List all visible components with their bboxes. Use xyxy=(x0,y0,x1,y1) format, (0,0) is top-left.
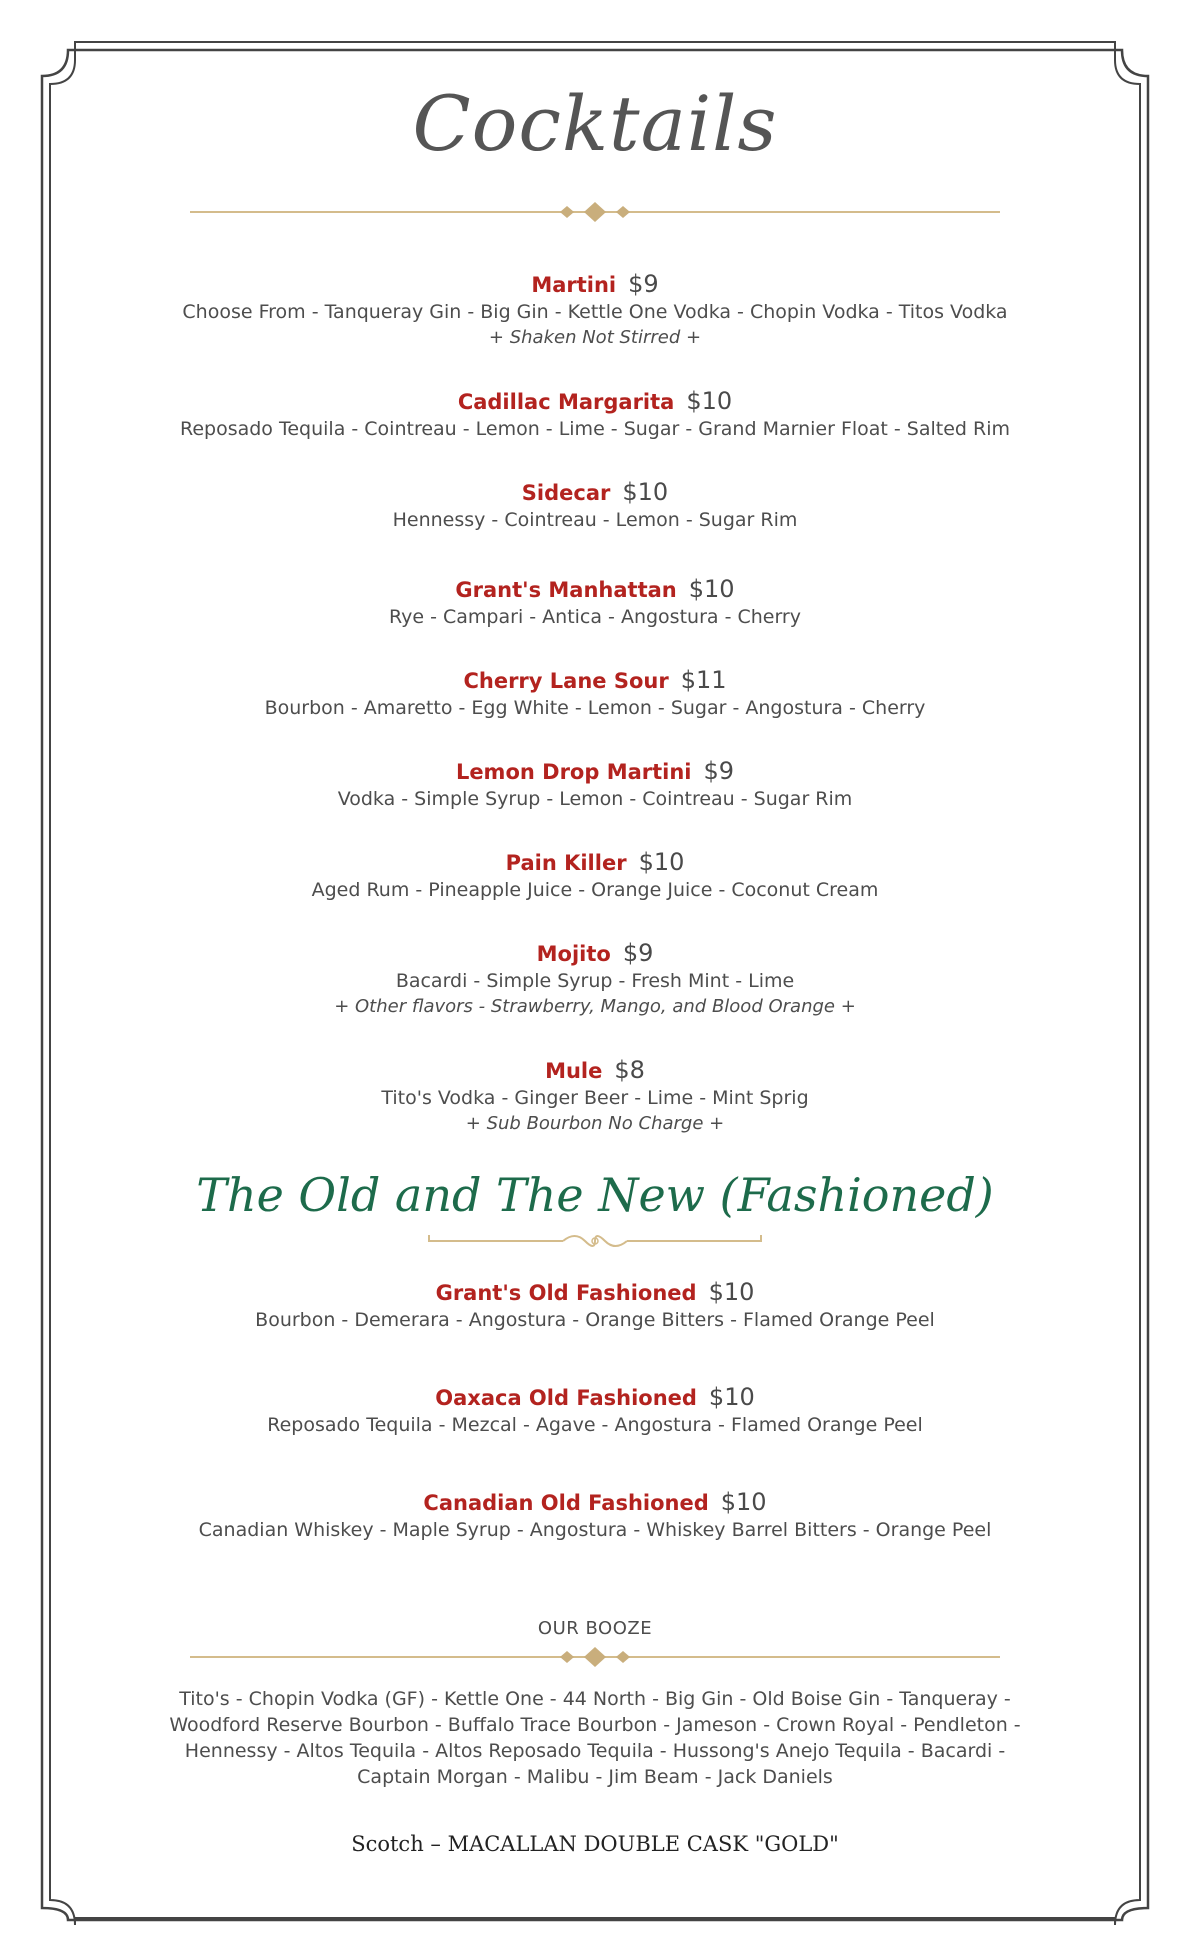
booze-divider xyxy=(0,1645,1190,1669)
item-description: Bacardi - Simple Syrup - Fresh Mint - Lime xyxy=(395,970,795,992)
item-price: $10 xyxy=(622,478,669,506)
item-description: Bourbon - Demerara - Angostura - Orange Bitters - Flamed Orange Peel xyxy=(255,1309,935,1331)
title-divider xyxy=(0,200,1190,224)
item-price: $8 xyxy=(614,1056,645,1084)
item-name: Lemon Drop Martini xyxy=(455,760,692,784)
item-description: Rye - Campari - Antica - Angostura - Cherry xyxy=(388,606,801,628)
item-note: + Other flavors - Strawberry, Mango, and Blood Orange + xyxy=(334,996,856,1017)
cocktail-item xyxy=(0,666,1190,721)
item-price: $10 xyxy=(686,387,733,415)
item-price: $11 xyxy=(680,666,727,694)
item-name: Canadian Old Fashioned xyxy=(423,1491,709,1515)
item-name: Grant's Manhattan xyxy=(455,578,677,602)
cocktail-item xyxy=(0,575,1190,630)
item-note: + Sub Bourbon No Charge + xyxy=(465,1113,725,1134)
item-description: Tito's Vodka - Ginger Beer - Lime - Mint Sprig xyxy=(381,1087,809,1109)
item-price: $9 xyxy=(703,757,735,785)
item-name: Martini xyxy=(531,273,617,297)
item-description: Reposado Tequila - Mezcal - Agave - Angostura - Flamed Orange Peel xyxy=(267,1414,923,1436)
item-name: Pain Killer xyxy=(505,851,627,875)
item-name: Cherry Lane Sour xyxy=(463,669,669,693)
item-name: Sidecar xyxy=(521,481,611,505)
fashioned-item xyxy=(0,1383,1190,1438)
item-description: Choose From - Tanqueray Gin - Big Gin - Kettle One Vodka - Chopin Vodka - Titos Vodka xyxy=(182,301,1008,323)
fashioned-flourish-divider xyxy=(0,1229,1190,1253)
item-name: Oaxaca Old Fashioned xyxy=(435,1386,697,1410)
cocktail-item xyxy=(0,478,1190,533)
cocktail-item xyxy=(0,1056,1190,1137)
cocktail-item xyxy=(0,939,1190,1020)
item-price: $9 xyxy=(628,270,659,298)
fashioned-item xyxy=(0,1488,1190,1543)
item-price: $10 xyxy=(708,1383,755,1411)
item-name: Mojito xyxy=(536,942,611,966)
booze-title: OUR BOOZE xyxy=(537,1618,653,1639)
item-description: Bourbon - Amaretto - Egg White - Lemon - Sugar - Angostura - Cherry xyxy=(264,697,926,719)
item-name: Mule xyxy=(545,1059,603,1083)
item-price: $10 xyxy=(638,848,685,876)
cocktail-item xyxy=(0,757,1190,812)
booze-list: Tito's - Chopin Vodka (GF) - Kettle One - 44 North - Big Gin - Old Boise Gin - Tanqueray - Woodford Reserve Bourbon - Buffalo Trace Bourbon - Jameson - Crown Royal - Pendleton - Hennessy - Altos Tequila - Altos Reposado Tequila - Hussong's Anejo Tequila - Bacardi - Captain Morgan - Malibu - Jim Beam - Jack Daniels xyxy=(169,1688,1021,1788)
item-description: Hennessy - Cointreau - Lemon - Sugar Rim xyxy=(392,509,798,531)
item-note: + Shaken Not Stirred + xyxy=(488,327,702,348)
fashioned-item xyxy=(0,1278,1190,1333)
item-description: Reposado Tequila - Cointreau - Lemon - Lime - Sugar - Grand Marnier Float - Salted Rim xyxy=(179,418,1011,440)
item-price: $10 xyxy=(720,1488,767,1516)
item-description: Vodka - Simple Syrup - Lemon - Cointreau - Sugar Rim xyxy=(337,788,853,810)
cocktail-item xyxy=(0,270,1190,351)
fashioned-section-title: The Old and The New (Fashioned) xyxy=(196,1168,994,1222)
item-name: Cadillac Margarita xyxy=(457,390,675,414)
scotch-line: Scotch – MACALLAN DOUBLE CASK "GOLD" xyxy=(351,1832,839,1856)
item-price: $10 xyxy=(688,575,735,603)
cocktail-item xyxy=(0,387,1190,442)
item-price: $10 xyxy=(708,1278,755,1306)
item-description: Aged Rum - Pineapple Juice - Orange Juice - Coconut Cream xyxy=(311,879,879,901)
item-name: Grant's Old Fashioned xyxy=(435,1281,697,1305)
cocktail-item xyxy=(0,848,1190,903)
item-price: $9 xyxy=(622,939,654,967)
item-description: Canadian Whiskey - Maple Syrup - Angostura - Whiskey Barrel Bitters - Orange Peel xyxy=(198,1519,992,1541)
menu-title: Cocktails xyxy=(412,79,778,168)
